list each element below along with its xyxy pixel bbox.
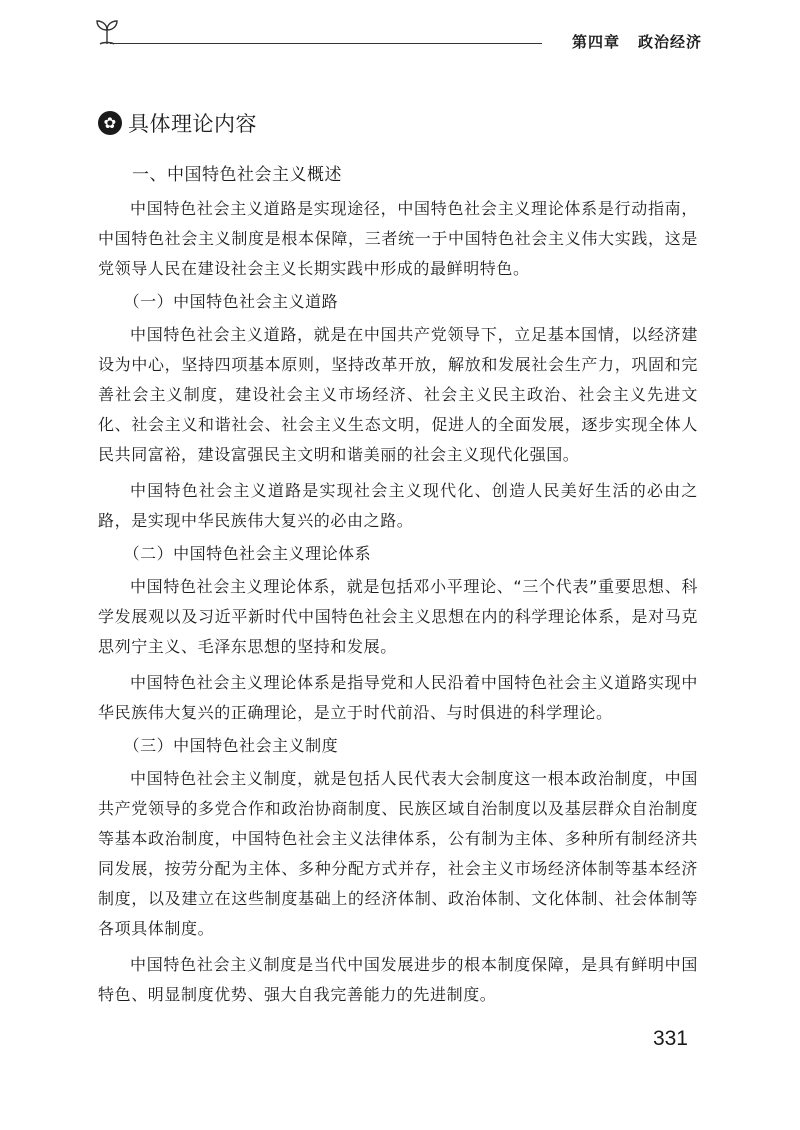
- section-heading: [98, 108, 257, 138]
- subsection-title: （三）中国特色社会主义制度: [123, 736, 339, 755]
- subsection-title: （二）中国特色社会主义理论体系: [123, 544, 372, 563]
- section-heading-text: 具体理论内容: [128, 112, 257, 136]
- paragraph: 中国特色社会主义道路，就是在中国共产党领导下，立足基本国情，以经济建设为中心，坚持四项基本原则，坚持改革开放，解放和发展社会生产力，巩固和完善社会主义制度，建设社会主义市场经济、社会主义民主政治、社会主义先进文化、社会主义和谐社会、社会主义生态文明，促进人的全面发展，逐步实现全体人民共同富裕，建设富强民主文明和谐美丽的社会主义现代化强国。: [98, 325, 698, 464]
- page-content: [98, 160, 698, 1010]
- paragraph: 中国特色社会主义道路是实现社会主义现代化、创造人民美好生活的必由之路，是实现中华民族伟大复兴的必由之路。: [98, 481, 698, 530]
- paragraph: 中国特色社会主义制度，就是包括人民代表大会制度这一根本政治制度，中国共产党领导的多党合作和政治协商制度、民族区域自治制度以及基层群众自治制度等基本政治制度，中国特色社会主义法律体系，公有制为主体、多种所有制经济共同发展，按劳分配为主体、多种分配方式并存，社会主义市场经济体制等基本经济制度，以及建立在这些制度基础上的经济体制、政治体制、文化体制、社会体制等各项具体制度。: [98, 769, 698, 938]
- subsection-title: （一）中国特色社会主义道路: [123, 292, 339, 311]
- paragraph: 中国特色社会主义理论体系，就是包括邓小平理论、“三个代表”重要思想、科学发展观以及习近平新时代中国特色社会主义思想在内的科学理论体系，是对马克思列宁主义、毛泽东思想的坚持和发展。: [98, 577, 698, 656]
- paragraph: 中国特色社会主义制度是当代中国发展进步的根本制度保障，是具有鲜明中国特色、明显制度优势、强大自我完善能力的先进制度。: [98, 955, 698, 1004]
- header-rule: [110, 43, 542, 44]
- section-title: 一、中国特色社会主义概述: [132, 165, 342, 185]
- paragraph: 中国特色社会主义理论体系是指导党和人民沿着中国特色社会主义道路实现中华民族伟大复兴的正确理论，是立于时代前沿、与时俱进的科学理论。: [98, 673, 698, 722]
- page-number: 331: [652, 1027, 688, 1050]
- chapter-title: 政治经济: [637, 33, 702, 51]
- chapter-label: [572, 31, 702, 52]
- flower-bullet-icon: ✿: [98, 111, 122, 135]
- paragraph: 中国特色社会主义道路是实现途径，中国特色社会主义理论体系是行动指南，中国特色社会主义制度是根本保障，三者统一于中国特色社会主义伟大实践，这是党领导人民在建设社会主义长期实践中形成的最鲜明特色。: [98, 199, 698, 278]
- chapter-number: 第四章: [571, 33, 620, 51]
- running-header: [92, 18, 702, 58]
